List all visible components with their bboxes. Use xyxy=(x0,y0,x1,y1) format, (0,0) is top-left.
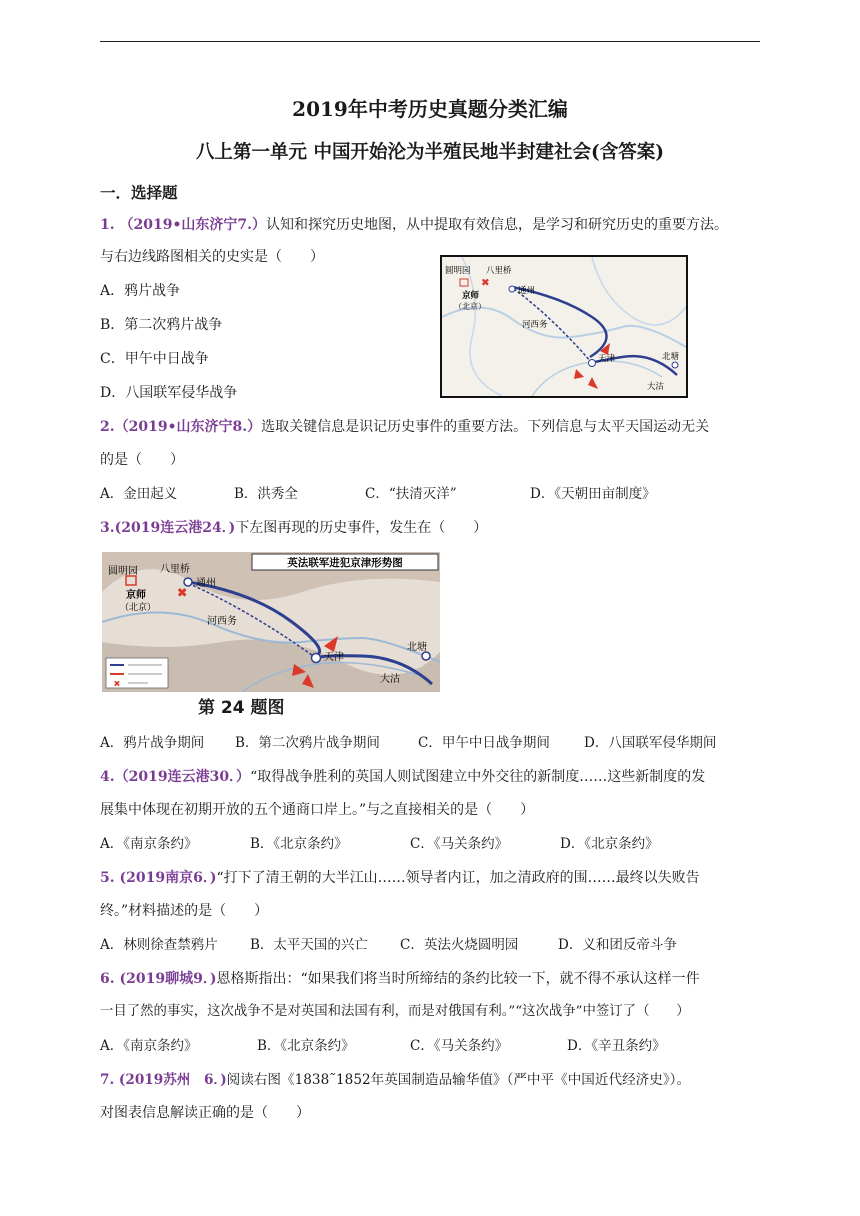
legend-battle-icon: ✕ xyxy=(114,680,120,688)
map-2-label-tianjin: 天津 xyxy=(324,652,344,663)
map-2-label-tongzhou: 通州 xyxy=(196,578,216,589)
question-3-option-d: D．八国联军侵华期间 xyxy=(584,735,717,751)
question-7-line-2: 对图表信息解读正确的是（ ） xyxy=(100,1105,310,1121)
question-5-line-2: 终。”材料描述的是（ ） xyxy=(100,903,269,919)
map-2-label-beitang: 北塘 xyxy=(407,642,427,653)
question-3-option-b: B．第二次鸦片战争期间 xyxy=(235,735,380,751)
question-1-option-c: C．甲午中日战争 xyxy=(100,351,209,367)
question-1-option-a: A．鸦片战争 xyxy=(100,283,181,299)
map-1-background xyxy=(442,257,686,396)
question-5-option-a: A．林则徐查禁鸦片 xyxy=(100,937,218,953)
battle-mark-icon: ✕ xyxy=(178,588,187,599)
map-1-label-hexiwu: 河西务 xyxy=(522,320,548,330)
question-6-option-c: C．《马关条约》 xyxy=(410,1038,509,1054)
question-1-number: 1. （2019•山东济宁7.） xyxy=(100,217,267,233)
question-1-line-1 xyxy=(100,215,728,235)
question-4-option-c: C．《马关条约》 xyxy=(410,836,509,852)
question-3-options xyxy=(100,733,760,753)
map-2-caption: 第 24 题图 xyxy=(198,698,285,718)
question-4-stem: “取得战争胜利的英国人则试图建立中外交往的新制度……这些新制度的发 xyxy=(250,769,706,785)
city-marker xyxy=(672,362,678,368)
map-2-label-yuanmingyuan: 圆明园 xyxy=(108,566,138,577)
route-map-1-graphic xyxy=(442,257,686,396)
map-1-label-beitang: 北塘 xyxy=(662,352,680,362)
map-2-title: 英法联军进犯京津形势图 xyxy=(287,557,403,569)
question-2-line-1 xyxy=(100,417,709,437)
question-5-number: 5. (2019南京6．) xyxy=(100,870,217,886)
map-1-label-tianjin: 天津 xyxy=(598,354,616,364)
map-1-label-balijiao: 八里桥 xyxy=(486,266,512,276)
question-5-stem: “打下了清王朝的大半江山……领导者内讧，加之清政府的围……最终以失败告 xyxy=(216,870,700,886)
question-6-option-a: A．《南京条约》 xyxy=(100,1038,198,1054)
battle-mark-icon: ✕ xyxy=(482,278,489,287)
question-4-options xyxy=(100,834,760,854)
question-2-option-b: B．洪秀全 xyxy=(234,486,298,502)
question-1-line-2: 与右边线路图相关的史实是（ ） xyxy=(100,249,324,265)
map-1-label-tongzhou: 通州 xyxy=(518,286,536,296)
question-7-stem: 阅读右图《1838˜1852年英国制造品输华值》（严中平《中国近代经济史》）。 xyxy=(226,1072,691,1088)
question-4-line-1 xyxy=(100,767,705,787)
question-6-option-b: B．《北京条约》 xyxy=(257,1038,355,1054)
question-3-option-a: A．鸦片战争期间 xyxy=(100,735,205,751)
question-2-options xyxy=(100,484,760,504)
question-7-line-1 xyxy=(100,1070,690,1090)
question-2-option-a: A．金田起义 xyxy=(100,486,178,502)
map-1-label-dagu: 大沽 xyxy=(647,382,665,392)
question-2-option-c: C．“扶清灭洋” xyxy=(365,486,457,502)
question-3-stem: 下左图再现的历史事件，发生在（ ） xyxy=(235,520,488,536)
city-marker xyxy=(184,578,192,586)
question-2-option-d: D．《天朝田亩制度》 xyxy=(530,486,656,502)
city-marker xyxy=(589,360,596,367)
question-5-option-c: C．英法火烧圆明园 xyxy=(400,937,519,953)
question-5-line-1 xyxy=(100,868,700,888)
question-1-stem: 认知和探究历史地图，从中提取有效信息，是学习和研究历史的重要方法。 xyxy=(266,217,729,233)
question-3-line-1 xyxy=(100,518,487,538)
question-2-stem: 选取关键信息是识记历史事件的重要方法。下列信息与太平天国运动无关 xyxy=(261,419,710,435)
question-6-number: 6. (2019聊城9．) xyxy=(100,971,217,987)
route-map-1 xyxy=(440,255,688,398)
map-2-label-jingshi: 京师 xyxy=(126,590,146,601)
city-marker xyxy=(312,654,321,663)
question-6-options xyxy=(100,1036,760,1056)
question-5-option-d: D．义和团反帝斗争 xyxy=(558,937,677,953)
document-title: 2019年中考历史真题分类汇编 xyxy=(292,97,568,121)
map-2-label-hexiwu: 河西务 xyxy=(207,616,237,627)
city-marker xyxy=(422,652,430,660)
question-4-option-d: D．《北京条约》 xyxy=(560,836,659,852)
question-4-option-a: A．《南京条约》 xyxy=(100,836,198,852)
section-heading: 一．选择题 xyxy=(100,183,178,202)
question-3-option-c: C．甲午中日战争期间 xyxy=(418,735,550,751)
map-2-label-beijing: （北京） xyxy=(120,603,157,613)
header-rule xyxy=(100,41,760,42)
question-6-line-2: 一目了然的事实，这次战争不是对英国和法国有利，而是对俄国有利。”“这次战争”中签订了（ ） xyxy=(100,1004,690,1019)
document-subtitle: 八上第一单元 中国开始沦为半殖民地半封建社会(含答案) xyxy=(196,142,664,163)
question-2-line-2: 的是（ ） xyxy=(100,452,184,468)
map-2-label-dagu: 大沽 xyxy=(380,674,400,685)
map-1-label-jingshi: 京师 xyxy=(462,291,480,301)
question-2-number: 2.（2019•山东济宁8.） xyxy=(100,419,262,435)
question-4-line-2: 展集中体现在初期开放的五个通商口岸上。”与之直接相关的是（ ） xyxy=(100,802,535,818)
city-marker xyxy=(509,286,515,292)
question-1-option-b: B．第二次鸦片战争 xyxy=(100,317,223,333)
question-7-number: 7. (2019苏州 6．) xyxy=(100,1072,227,1088)
route-map-2-graphic xyxy=(102,552,440,692)
question-6-stem: 恩格斯指出：“如果我们将当时所缔结的条约比较一下，就不得不承认这样一件 xyxy=(216,971,700,987)
question-4-option-b: B．《北京条约》 xyxy=(250,836,348,852)
question-6-option-d: D．《辛丑条约》 xyxy=(567,1038,666,1054)
map-1-label-yuanmingyuan: 圆明园 xyxy=(445,266,471,276)
map-1-label-beijing: （北京） xyxy=(454,302,486,311)
question-5-option-b: B．太平天国的兴亡 xyxy=(250,937,368,953)
question-1-option-d: D．八国联军侵华战争 xyxy=(100,385,238,401)
question-6-line-1 xyxy=(100,969,700,989)
question-4-number: 4.（2019连云港30．） xyxy=(100,769,251,785)
route-map-2 xyxy=(102,552,440,692)
question-5-options xyxy=(100,935,760,955)
map-2-label-balijiao: 八里桥 xyxy=(160,564,190,575)
question-3-number: 3.(2019连云港24．) xyxy=(100,520,236,536)
